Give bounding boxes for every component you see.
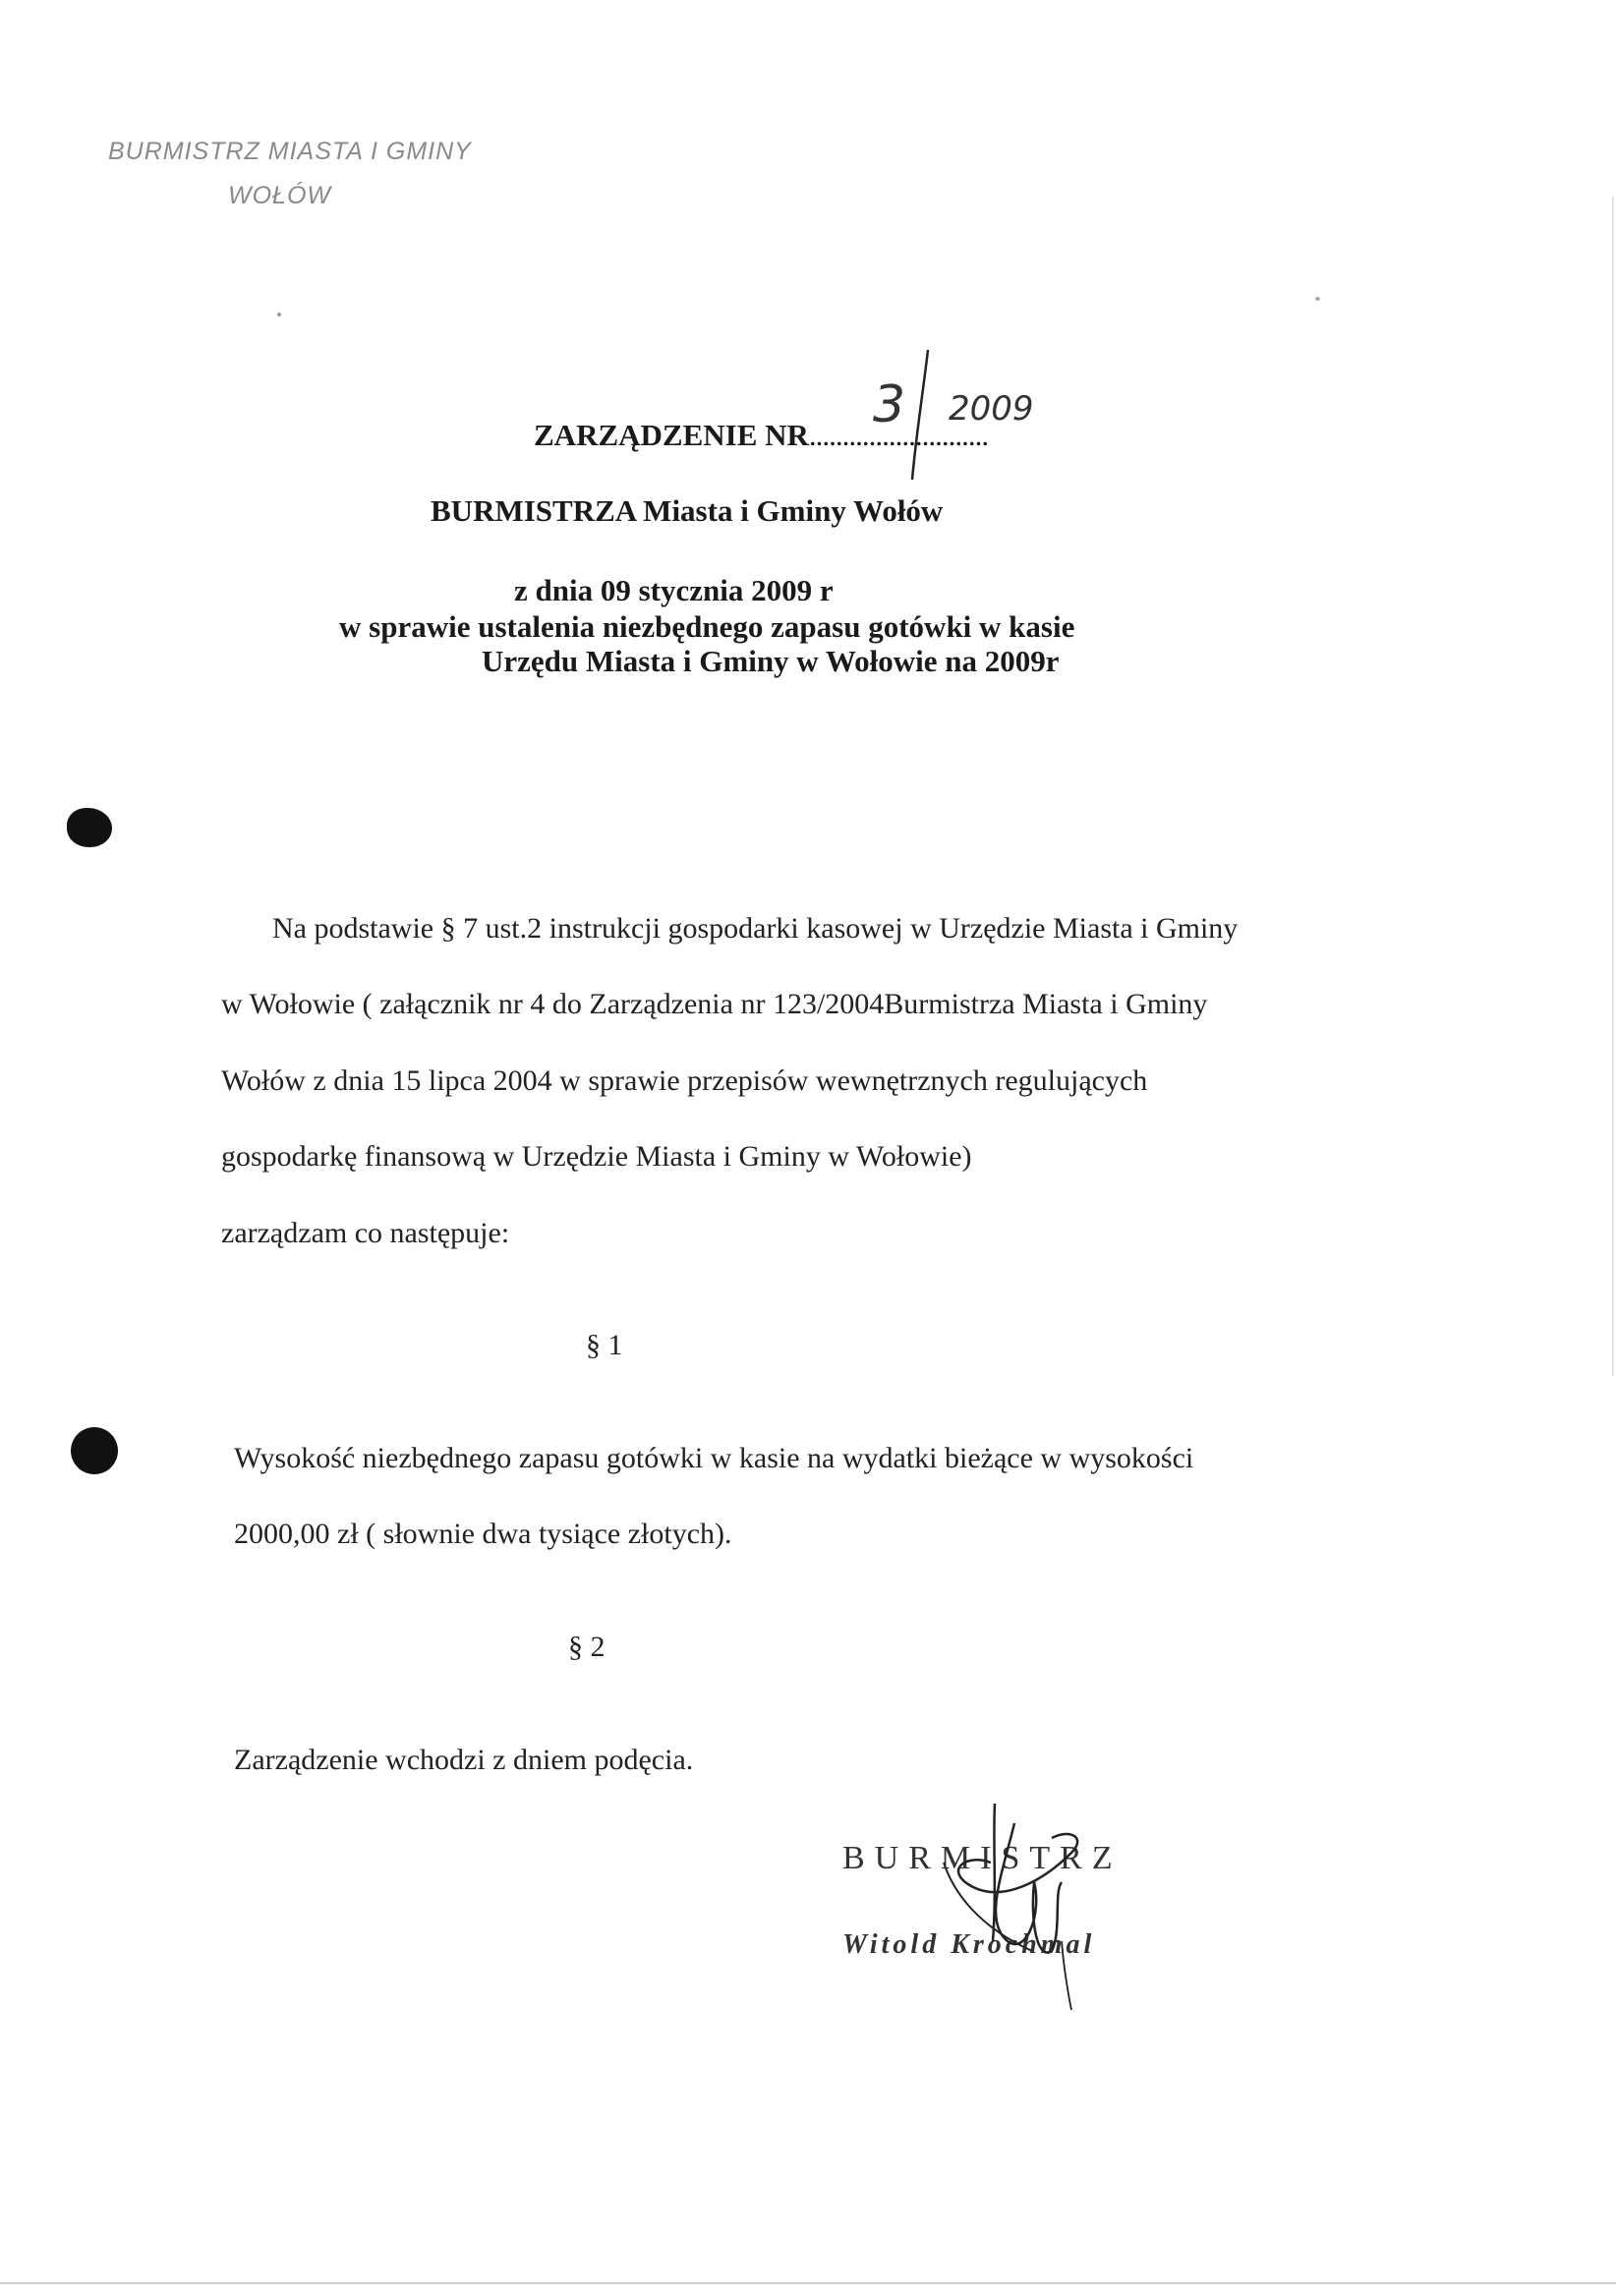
- scan-edge-line: [1612, 197, 1614, 1376]
- issuer-stamp-line1: BURMISTRZ MIASTA I GMINY: [108, 138, 472, 165]
- section-1-line-1: Wysokość niezbędnego zapasu gotówki w kasie na wydatki bieżące w wysokości: [234, 1442, 1194, 1474]
- subject-line-1: w sprawie ustalenia niezbędnego zapasu gotówki w kasie: [339, 609, 1075, 644]
- preamble-line-4: gospodarkę finansową w Urzędzie Miasta i Gminy w Wołowie): [221, 1140, 972, 1173]
- speck: [277, 313, 281, 316]
- scan-edge-line: [0, 2282, 1616, 2284]
- order-prefix: ZARZĄDZENIE NR: [534, 418, 809, 452]
- preamble-line-2: w Wołowie ( załącznik nr 4 do Zarządzenia nr 123/2004Burmistrza Miasta i Gminy: [221, 988, 1208, 1020]
- preamble-line-3: Wołów z dnia 15 lipca 2004 w sprawie przepisów wewnętrznych regulujących: [221, 1064, 1148, 1097]
- order-number-handwritten: 3: [873, 375, 906, 434]
- preamble-line-1: Na podstawie § 7 ust.2 instrukcji gospodarki kasowej w Urzędzie Miasta i Gminy: [272, 912, 1239, 945]
- signature-stamp-name: Witold Krochmal: [842, 1929, 1096, 1960]
- section-1-line-2: 2000,00 zł ( słownie dwa tysiące złotych).: [234, 1518, 732, 1550]
- section-2-line-1: Zarządzenie wchodzi z dniem podęcia.: [234, 1744, 694, 1776]
- punch-hole-mark: [67, 808, 112, 847]
- date-line: z dnia 09 stycznia 2009 r: [514, 573, 834, 607]
- issuer-stamp-line2: WOŁÓW: [228, 182, 331, 209]
- handwritten-signature: [924, 1794, 1121, 2030]
- punch-hole-mark: [71, 1427, 118, 1474]
- subject-line-2: Urzędu Miasta i Gminy w Wołowie na 2009r: [482, 644, 1060, 678]
- speck: [1315, 297, 1320, 301]
- issuer-line: BURMISTRZA Miasta i Gminy Wołów: [431, 493, 944, 528]
- section-1-heading: § 1: [586, 1329, 623, 1361]
- preamble-line-5: zarządzam co następuje:: [221, 1217, 510, 1249]
- section-2-heading: § 2: [568, 1631, 606, 1663]
- order-slash-mark: [904, 346, 934, 484]
- order-year-handwritten: 2009: [949, 389, 1034, 429]
- order-dots: ...........................: [808, 418, 989, 452]
- signature-stamp-title: BURMISTRZ: [842, 1840, 1123, 1876]
